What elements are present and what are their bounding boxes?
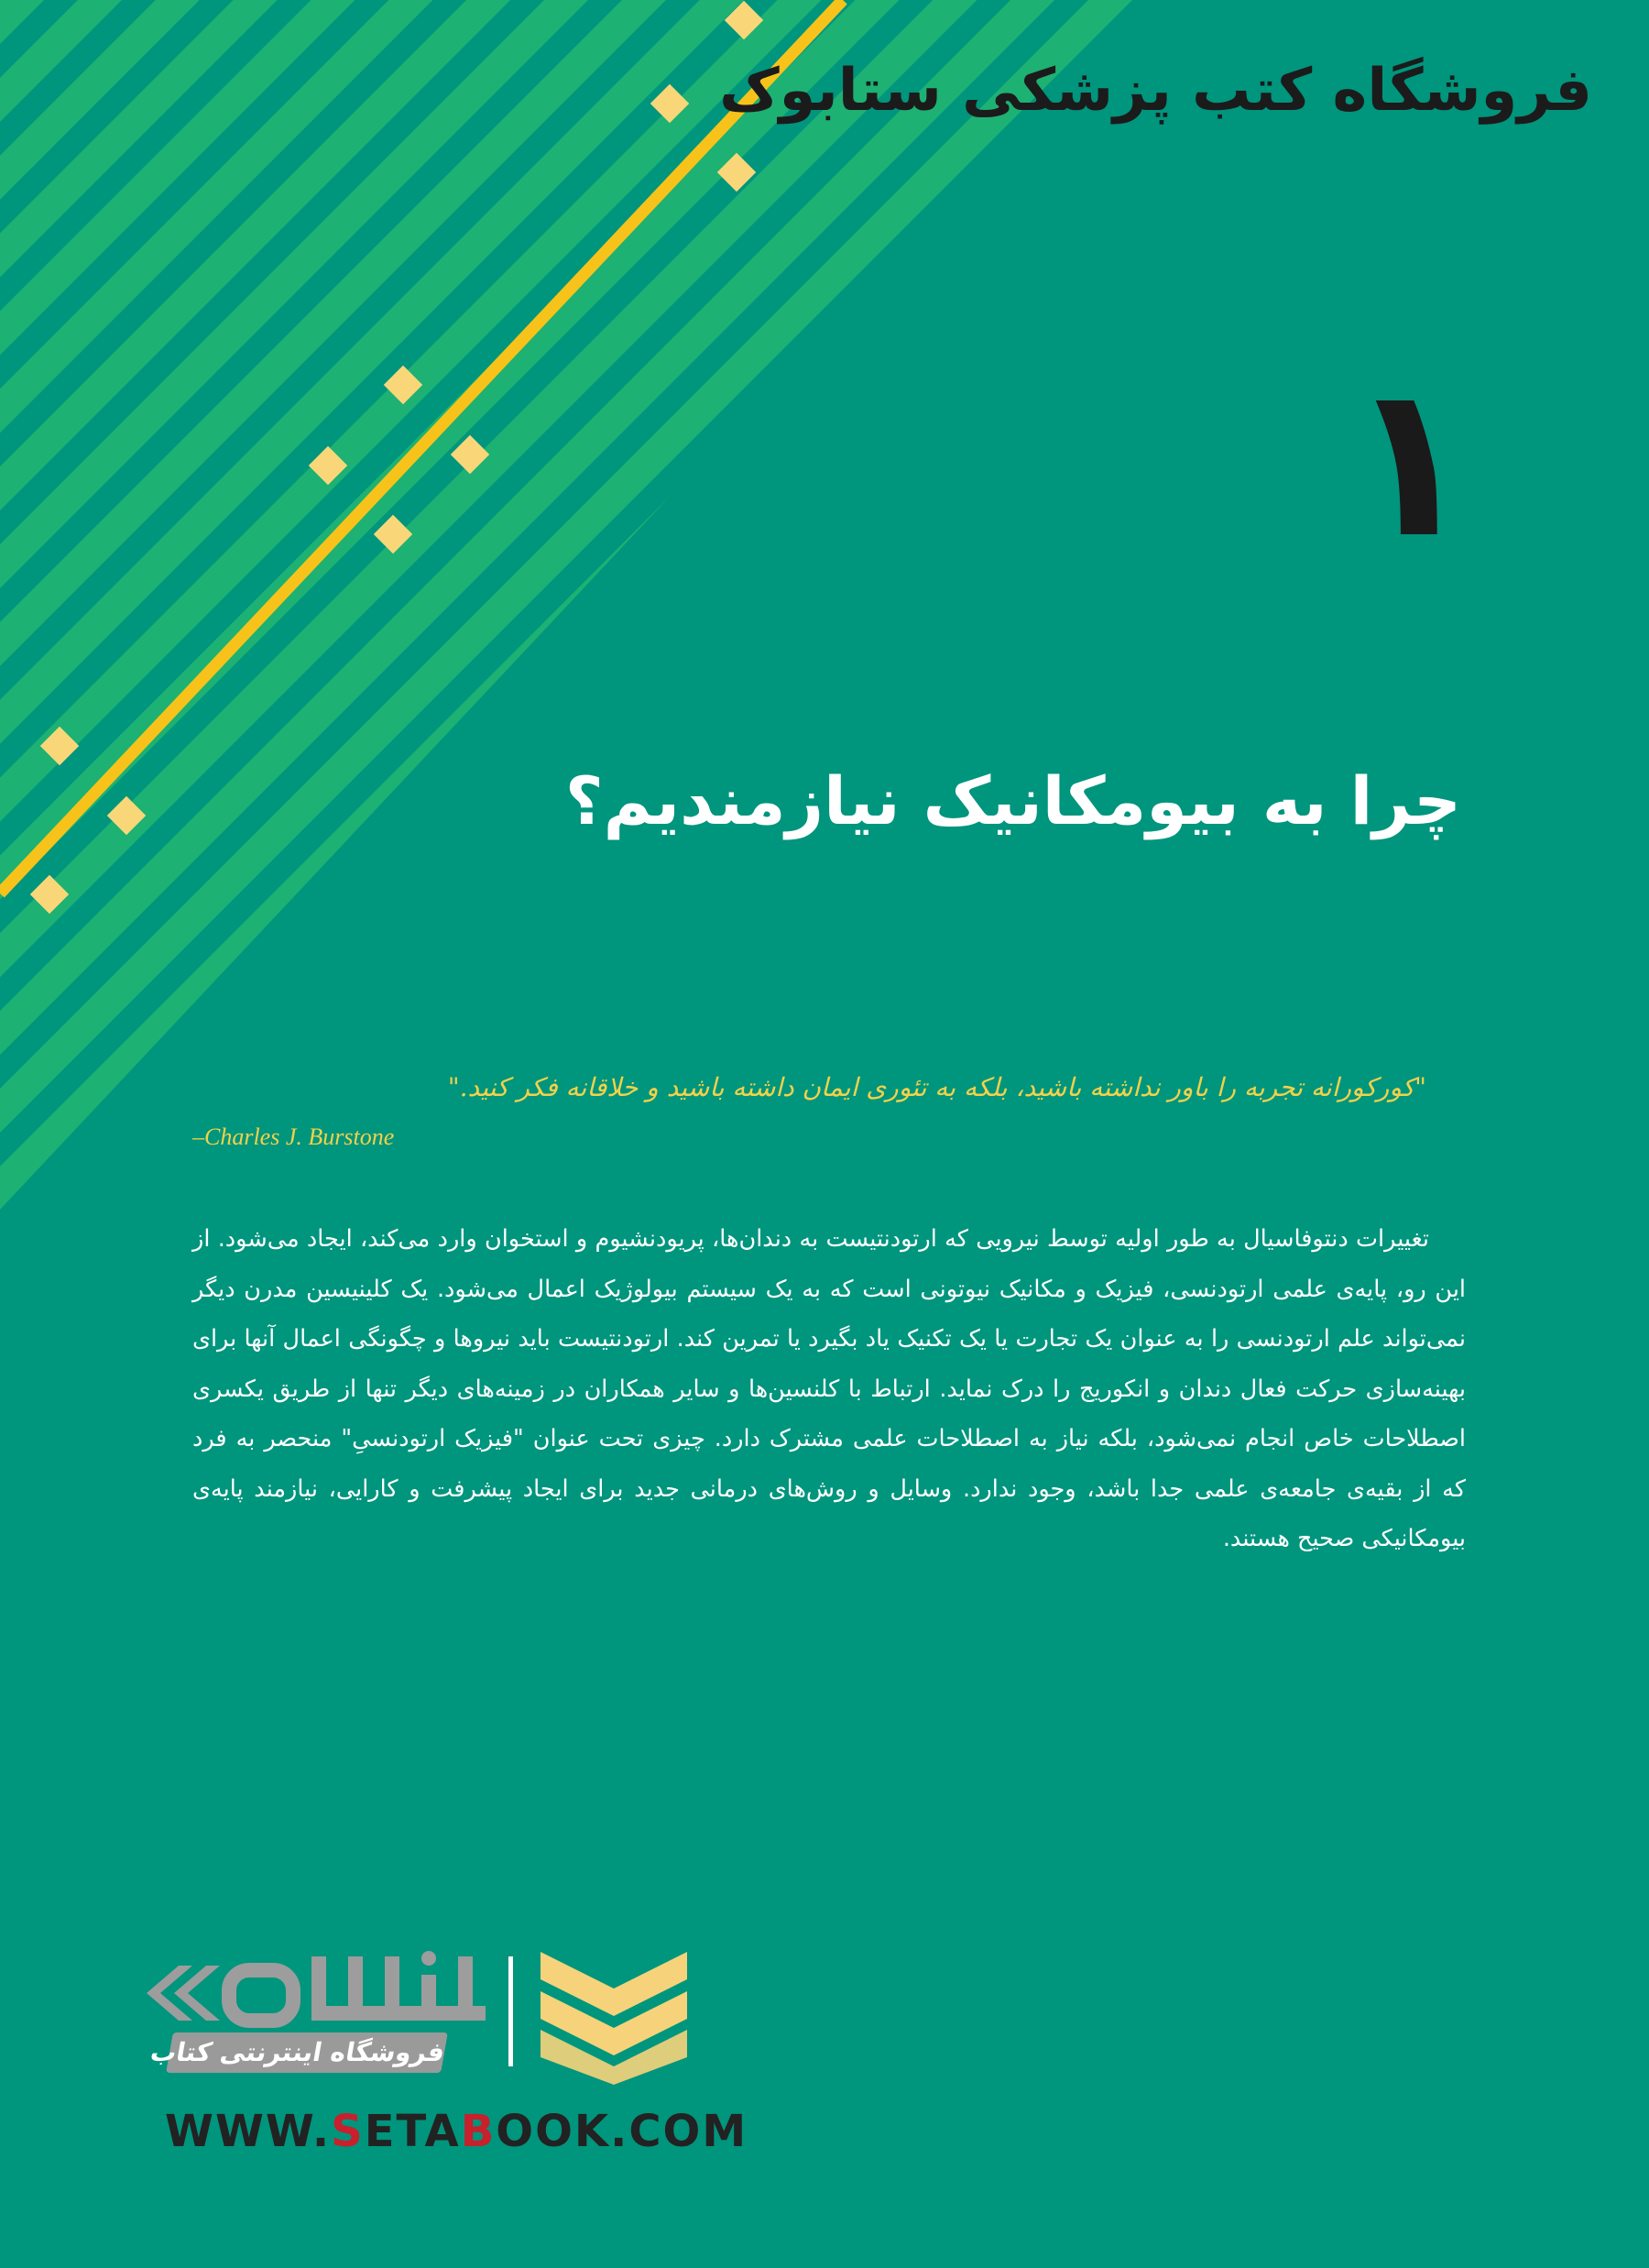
epigraph-quote: "کورکورانه تجربه را باور نداشته باشید، بلکه به تئوری ایمان داشته باشید و خلاقانه فکر کنید." — [447, 1072, 1426, 1102]
url-part-3: ETA — [364, 2106, 461, 2157]
site-url — [165, 2106, 748, 2157]
url-part-2: S — [331, 2106, 365, 2157]
url-part-1: WWW. — [165, 2106, 332, 2157]
logo-brand-text: ستابوک — [137, 1938, 141, 1939]
logo-subtitle: فروشگاه اینترنتی کتاب — [166, 2032, 448, 2073]
epigraph-author: –Charles J. Burstone — [192, 1123, 395, 1150]
store-title: فروشگاه کتب پزشکی ستابوک — [719, 57, 1592, 125]
logo-brand-glyphs — [147, 1951, 486, 2021]
logo-divider — [508, 1956, 513, 2066]
body-paragraph: تغییرات دنتوفاسیال به طور اولیه توسط نیرویی که ارتودنتیست به دندان‌ها، پریودنشیوم و استخوان وارد می‌کند، ایجاد می‌شود. از این رو، پایه‌ی علمی ارتودنسی، فیزیک و مکانیک نیوتونی است که به یک سیستم بیولوژیک اعمال می‌شود. یک کلینیسین مدرن دیگر نمی‌تواند علم ارتودنسی را به عنوان یک تجارت یا یک تکنیک یاد بگیرد یا تمرین کند. ارتودنتیست باید نیروها و چگونگی اعمال آنها برای بهینه‌سازی حرکت فعال دندان و انکوریج را درک نماید. ارتباط با کلنسین‌ها و سایر همکاران در زمینه‌های دیگر تنها از طریق یکسری اصطلاحات خاص انجام نمی‌شود، بلکه نیاز به اصطلاحات علمی مشترک دارد. چیزی تحت عنوان "فیزیک ارتودنسیِ" منحصر به فرد که از بقیه‌ی جامعه‌ی علمی جدا باشد، وجود ندارد. وسایل و روش‌های درمانی جدید برای ایجاد پیشرفت و کارایی، نیازمند پایه‌ی بیومکانیکی صحیح هستند. — [192, 1225, 1466, 1552]
chapter-title: چرا به بیومکانیک نیازمندیم؟ — [564, 762, 1461, 839]
url-part-5: OOK.COM — [496, 2106, 748, 2157]
logo-chevron-mark — [541, 1952, 687, 2085]
chapter-number: ۱ — [1346, 340, 1475, 585]
url-part-4: B — [460, 2106, 497, 2157]
